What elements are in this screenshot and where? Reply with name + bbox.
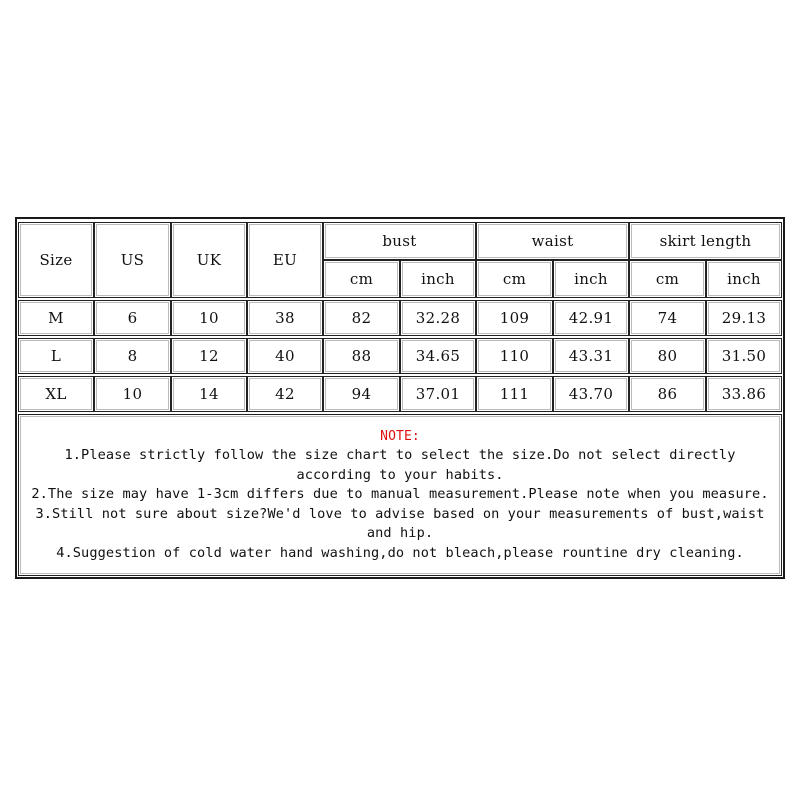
header-waist: waist bbox=[476, 222, 629, 260]
header-bust-cm: cm bbox=[323, 260, 400, 298]
row-xl-waist-inch: 43.70 bbox=[553, 376, 629, 412]
header-uk: UK bbox=[171, 222, 247, 298]
row-xl-skirt-cm: 86 bbox=[629, 376, 706, 412]
header-waist-inch: inch bbox=[553, 260, 629, 298]
row-xl-eu: 42 bbox=[247, 376, 323, 412]
row-m-waist-inch: 42.91 bbox=[553, 300, 629, 336]
row-l-skirt-inch: 31.50 bbox=[706, 338, 782, 374]
row-xl-us: 10 bbox=[94, 376, 171, 412]
row-xl-waist-cm: 111 bbox=[476, 376, 553, 412]
row-l-waist-inch: 43.31 bbox=[553, 338, 629, 374]
header-bust-inch: inch bbox=[400, 260, 476, 298]
header-skirt-inch: inch bbox=[706, 260, 782, 298]
row-xl-bust-inch: 37.01 bbox=[400, 376, 476, 412]
header-size: Size bbox=[18, 222, 94, 298]
note-line-3: 3.Still not sure about size?We'd love to advise based on your measurements of bust,waist and hip. bbox=[35, 505, 765, 542]
row-l-size: L bbox=[18, 338, 94, 374]
row-l-bust-cm: 88 bbox=[323, 338, 400, 374]
row-l-waist-cm: 110 bbox=[476, 338, 553, 374]
header-eu: EU bbox=[247, 222, 323, 298]
note-box bbox=[18, 414, 782, 576]
note-line-1: 1.Please strictly follow the size chart to select the size.Do not select directly according to your habits. bbox=[64, 447, 736, 483]
note-line-4: 4.Suggestion of cold water hand washing,do not bleach,please rountine dry cleaning. bbox=[56, 544, 744, 561]
row-m-eu: 38 bbox=[247, 300, 323, 336]
header-skirt-cm: cm bbox=[629, 260, 706, 298]
row-m-bust-inch: 32.28 bbox=[400, 300, 476, 336]
row-m-us: 6 bbox=[94, 300, 171, 336]
row-xl-size: XL bbox=[18, 376, 94, 412]
row-xl-skirt-inch: 33.86 bbox=[706, 376, 782, 412]
header-waist-cm: cm bbox=[476, 260, 553, 298]
row-l-us: 8 bbox=[94, 338, 171, 374]
header-us: US bbox=[94, 222, 171, 298]
row-m-skirt-cm: 74 bbox=[629, 300, 706, 336]
header-bust: bust bbox=[323, 222, 476, 260]
row-xl-uk: 14 bbox=[171, 376, 247, 412]
row-m-size: M bbox=[18, 300, 94, 336]
note-line-2: 2.The size may have 1-3cm differs due to manual measurement.Please note when you measure. bbox=[31, 486, 769, 503]
row-l-bust-inch: 34.65 bbox=[400, 338, 476, 374]
row-xl-bust-cm: 94 bbox=[323, 376, 400, 412]
row-l-skirt-cm: 80 bbox=[629, 338, 706, 374]
row-m-skirt-inch: 29.13 bbox=[706, 300, 782, 336]
row-m-bust-cm: 82 bbox=[323, 300, 400, 336]
row-l-eu: 40 bbox=[247, 338, 323, 374]
row-m-uk: 10 bbox=[171, 300, 247, 336]
note-title: NOTE: bbox=[380, 429, 420, 445]
row-m-waist-cm: 109 bbox=[476, 300, 553, 336]
header-skirt-length: skirt length bbox=[629, 222, 782, 260]
row-l-uk: 12 bbox=[171, 338, 247, 374]
